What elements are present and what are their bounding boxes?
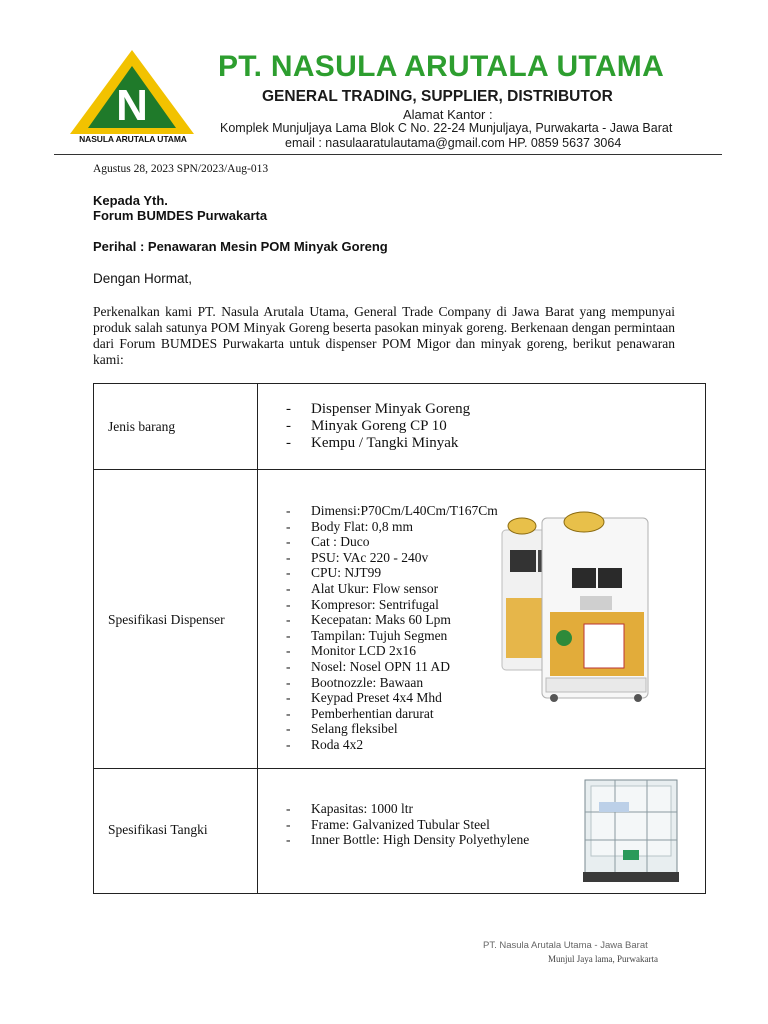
column-divider xyxy=(257,769,258,893)
company-tagline: GENERAL TRADING, SUPPLIER, DISTRIBUTOR xyxy=(262,88,613,105)
list-item: - Pemberhentian darurat xyxy=(286,706,498,722)
intro-paragraph: Perkenalkan kami PT. Nasula Arutala Utama, General Trade Company di Jawa Barat yang mempunyai produk salah satunya POM Minyak Goreng beserta pasokan minyak goreng. Berkenaan dengan permintaan dari Forum BUMDES Purwakarta untuk dispenser POM Migor dan minyak goreng, berikut penawaran kami: xyxy=(93,304,675,367)
letterhead-divider xyxy=(54,154,722,155)
footer-company: PT. Nasula Arutala Utama - Jawa Barat xyxy=(483,940,648,951)
table-row xyxy=(94,384,705,470)
spec-list xyxy=(286,801,529,848)
dispenser-photo xyxy=(498,508,654,704)
list-item: - Kapasitas: 1000 ltr xyxy=(286,801,529,817)
row-label: Spesifikasi Tangki xyxy=(108,822,208,837)
letter-reference: Agustus 28, 2023 SPN/2023/Aug-013 xyxy=(93,163,269,175)
list-item: - Bootnozzle: Bawaan xyxy=(286,675,498,691)
logo-letter: N xyxy=(116,81,148,130)
list-item: - Alat Ukur: Flow sensor xyxy=(286,581,498,597)
table-row xyxy=(94,769,705,893)
row-label: Spesifikasi Dispenser xyxy=(108,612,225,627)
row-label: Jenis barang xyxy=(108,419,176,434)
list-item: - Kempu / Tangki Minyak xyxy=(286,435,470,452)
contact-info: email : nasulaaratulautama@gmail.com HP. 0859 5637 3064 xyxy=(285,136,622,150)
list-item: - Inner Bottle: High Density Polyethylene xyxy=(286,832,529,848)
recipient-salutation: Kepada Yth. xyxy=(93,193,168,208)
office-address: Komplek Munjuljaya Lama Blok C No. 22-24 Munjuljaya, Purwakarta - Jawa Barat xyxy=(220,121,673,135)
letter-greeting: Dengan Hormat, xyxy=(93,271,193,286)
list-item: - Selang fleksibel xyxy=(286,721,498,737)
offer-table xyxy=(93,383,706,894)
tank-photo xyxy=(583,776,679,884)
company-name: PT. NASULA ARUTALA UTAMA xyxy=(218,50,665,83)
list-item: - Frame: Galvanized Tubular Steel xyxy=(286,817,529,833)
list-item: - CPU: NJT99 xyxy=(286,565,498,581)
list-item: - Dispenser Minyak Goreng xyxy=(286,401,470,418)
list-item: - Tampilan: Tujuh Segmen xyxy=(286,628,498,644)
logo-caption: NASULA ARUTALA UTAMA xyxy=(79,134,187,144)
table-row xyxy=(94,470,705,769)
list-item: - Nosel: Nosel OPN 11 AD xyxy=(286,659,498,675)
footer-location: Munjul Jaya lama, Purwakarta xyxy=(548,954,658,964)
list-item: - Kecepatan: Maks 60 Lpm xyxy=(286,612,498,628)
column-divider xyxy=(257,384,258,469)
address-heading: Alamat Kantor : xyxy=(403,107,493,122)
company-logo xyxy=(68,48,196,148)
column-divider xyxy=(257,470,258,768)
list-item: - Minyak Goreng CP 10 xyxy=(286,418,470,435)
list-item: - Kompresor: Sentrifugal xyxy=(286,597,498,613)
list-item: - PSU: VAc 220 - 240v xyxy=(286,550,498,566)
list-item: - Monitor LCD 2x16 xyxy=(286,643,498,659)
list-item: - Dimensi:P70Cm/L40Cm/T167Cm xyxy=(286,503,498,519)
list-item: - Body Flat: 0,8 mm xyxy=(286,519,498,535)
list-item: - Roda 4x2 xyxy=(286,737,498,753)
list-item: - Keypad Preset 4x4 Mhd xyxy=(286,690,498,706)
letter-subject: Perihal : Penawaran Mesin POM Minyak Goreng xyxy=(93,239,388,254)
list-item: - Cat : Duco xyxy=(286,534,498,550)
recipient-name: Forum BUMDES Purwakarta xyxy=(93,208,268,223)
spec-list xyxy=(286,503,498,753)
item-list xyxy=(286,401,470,452)
